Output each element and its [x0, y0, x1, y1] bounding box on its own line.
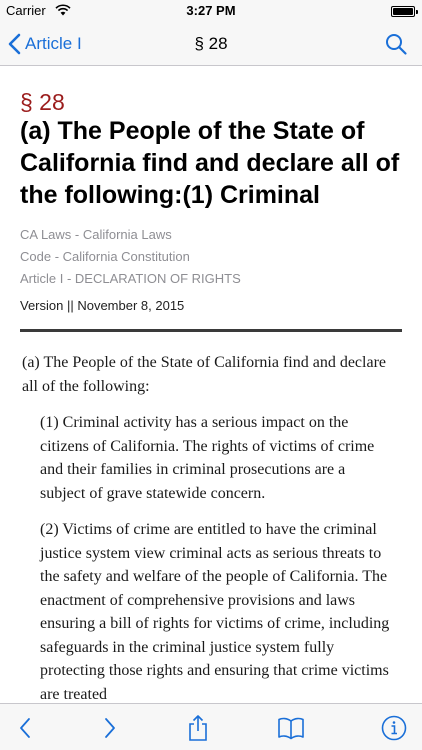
page-title: § 28	[194, 34, 228, 53]
carrier-label: Carrier	[6, 3, 46, 18]
section-heading: (a) The People of the State of California find and declare all of the following:(1) Criminal	[20, 117, 400, 209]
status-bar	[0, 0, 422, 22]
paragraph: (1) Criminal activity has a serious impact on the citizens of California. The rights of victims of crime and their families in criminal prosecutions are a subject of grave statewide concern.	[40, 414, 375, 502]
chevron-right-icon[interactable]	[95, 714, 123, 742]
navigation-bar	[0, 22, 422, 66]
meta-article: Article I - DECLARATION OF RIGHTS	[20, 271, 241, 286]
search-icon[interactable]	[384, 32, 408, 56]
section-number: § 28	[20, 89, 65, 115]
divider	[20, 329, 402, 332]
status-time: 3:27 PM	[186, 3, 236, 18]
back-button-label: Article I	[25, 34, 82, 53]
meta-laws: CA Laws - California Laws	[20, 227, 172, 242]
paragraph: (a) The People of the State of California find and declare all of the following:	[22, 354, 387, 395]
document-content	[0, 67, 422, 703]
paragraph: (2) Victims of crime are entitled to have the criminal justice system view criminal acts as serious threats to the safety and welfare of the people of California. The enactment of comprehensive provisions and laws ensuring a bill of rights for victims of crime, including safeguards in the criminal justice system fully protecting those rights and ensuring that crime victims are treated	[40, 521, 390, 703]
battery-icon	[391, 6, 415, 17]
version-label: Version || November 8, 2015	[20, 298, 185, 313]
section-body	[22, 351, 394, 703]
bottom-toolbar	[0, 703, 422, 750]
meta-code: Code - California Constitution	[20, 249, 190, 264]
info-icon[interactable]	[380, 714, 408, 742]
share-icon[interactable]	[184, 714, 212, 742]
chevron-left-icon[interactable]	[12, 714, 40, 742]
book-icon[interactable]	[277, 714, 305, 742]
